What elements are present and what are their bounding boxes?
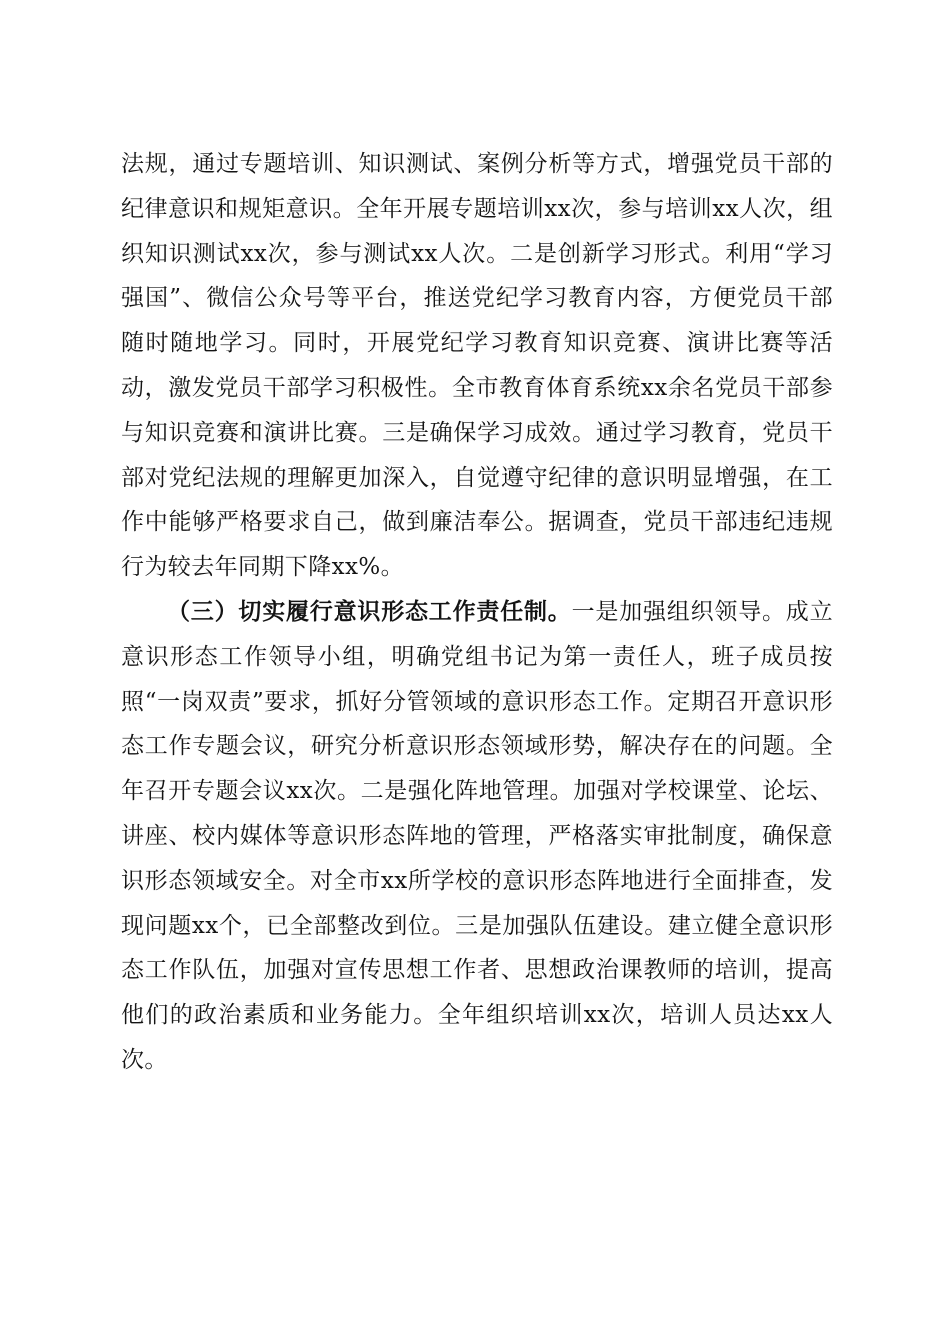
paragraph-text: 一是加强组织领导。成立意识形态工作领导小组，明确党组书记为第一责任人，班子成员按照“一岗双责”要求，抓好分管领域的意识形态工作。定期召开意识形态工作专题会议，研究分析意识形态领域形势，解决存在的问题。全年召开专题会议xx次。二是强化阵地管理。加强对学校课堂、论坛、讲座、校内媒体等意识形态阵地的管理，严格落实审批制度，确保意识形态领域安全。对全市xx所学校的意识形态阵地进行全面排查，发现问题xx个，已全部整改到位。三是加强队伍建设。建立健全意识形态工作队伍，加强对宣传思想工作者、思想政治课教师的培训，提高他们的政治素质和业务能力。全年组织培训xx次，培训人员达xx人次。 (121, 598, 833, 1073)
paragraph-section-3 (121, 590, 833, 1083)
paragraph-text: 法规，通过专题培训、知识测试、案例分析等方式，增强党员干部的纪律意识和规矩意识。全年开展专题培训xx次，参与培训xx人次，组织知识测试xx次，参与测试xx人次。二是创新学习形式。利用“学习强国”、微信公众号等平台，推送党纪学习教育内容，方便党员干部随时随地学习。同时，开展党纪学习教育知识竞赛、演讲比赛等活动，激发党员干部学习积极性。全市教育体育系统xx余名党员干部参与知识竞赛和演讲比赛。三是确保学习成效。通过学习教育，党员干部对党纪法规的理解更加深入，自觉遵守纪律的意识明显增强，在工作中能够严格要求自己，做到廉洁奉公。据调查，党员干部违纪违规行为较去年同期下降xx%。 (121, 151, 833, 581)
section-heading: （三）切实履行意识形态工作责任制。 (167, 597, 572, 625)
document-body (121, 142, 833, 1083)
paragraph-continuation (121, 142, 833, 590)
